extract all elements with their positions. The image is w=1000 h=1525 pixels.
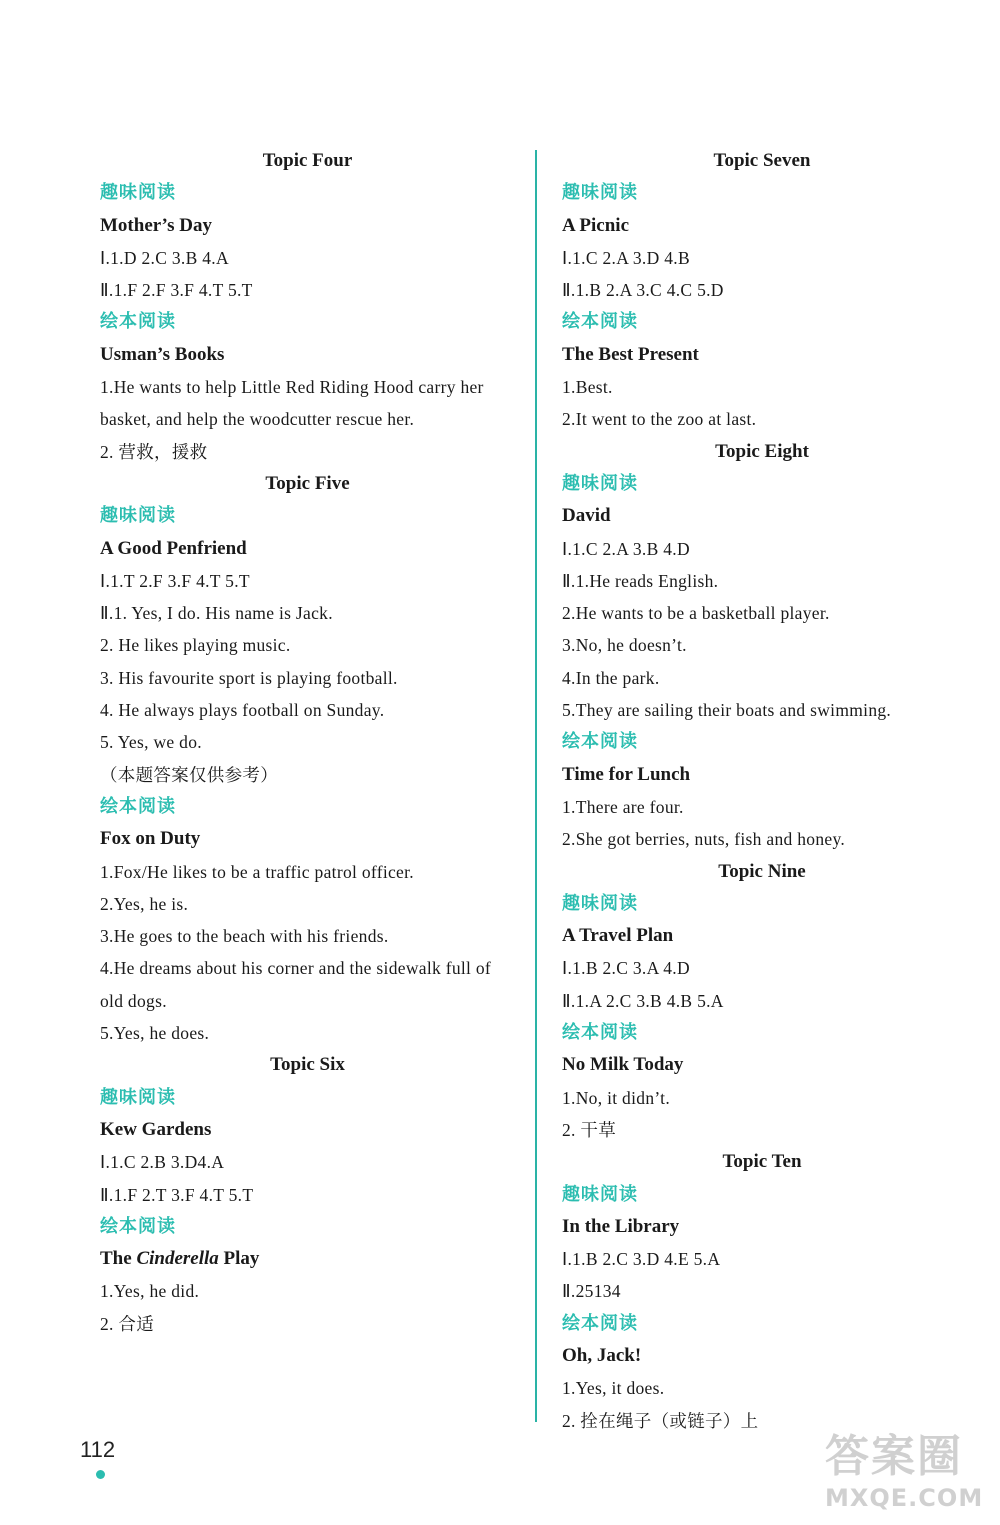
- section-label: 趣味阅读: [100, 1086, 176, 1108]
- answer-line: Ⅰ.1.C 2.A 3.D 4.B: [562, 247, 690, 268]
- reference-note: （本题答案仅供参考）: [100, 764, 278, 785]
- section-label: 绘本阅读: [562, 311, 638, 333]
- answer-line: Ⅰ.1.B 2.C 3.D 4.E 5.A: [562, 1249, 721, 1270]
- reading-title: Mother’s Day: [100, 214, 213, 236]
- answer-line: Ⅰ.1.B 2.C 3.A 4.D: [562, 958, 690, 979]
- page-number: 112: [80, 1437, 116, 1462]
- answer-line: 1.No, it didn’t.: [562, 1087, 671, 1108]
- answer-line: 5.They are sailing their boats and swimming.: [562, 700, 892, 721]
- reading-title: A Picnic: [562, 214, 630, 236]
- section-label: 绘本阅读: [562, 1022, 638, 1044]
- answer-line: Ⅰ.1.C 2.A 3.B 4.D: [562, 538, 690, 559]
- reading-title: David: [562, 505, 611, 527]
- topic-heading: Topic Ten: [722, 1151, 802, 1173]
- section-label: 趣味阅读: [562, 472, 638, 494]
- answer-line: Ⅱ.1.He reads English.: [562, 570, 719, 591]
- answer-line: 1.There are four.: [562, 796, 684, 817]
- answer-line: 2. 拴在绳子（或链子）上: [562, 1410, 759, 1431]
- answer-line: Ⅰ.1.D 2.C 3.B 4.A: [100, 247, 229, 268]
- reading-title: A Travel Plan: [562, 925, 674, 947]
- answer-line: 1.Yes, he did.: [100, 1281, 200, 1302]
- reading-title: Oh, Jack!: [562, 1344, 642, 1366]
- reading-title: Fox on Duty: [100, 828, 201, 850]
- title-prefix: The: [100, 1248, 137, 1270]
- watermark-url: MXQE.COM: [825, 1484, 984, 1512]
- answer-line: Ⅱ.25134: [562, 1281, 621, 1302]
- topic-heading: Topic Eight: [715, 440, 809, 462]
- topic-heading: Topic Five: [265, 472, 350, 494]
- answer-line: 3.He goes to the beach with his friends.: [100, 926, 389, 947]
- title-emphasis: Cinderella: [136, 1248, 219, 1270]
- answer-line: 4.In the park.: [562, 667, 660, 688]
- answer-line: 2. 干草: [562, 1119, 616, 1140]
- answer-line: Ⅱ.1.F 2.T 3.F 4.T 5.T: [100, 1184, 254, 1205]
- topic-heading: Topic Six: [270, 1054, 345, 1076]
- answer-line: 2.Yes, he is.: [100, 893, 189, 914]
- topic-heading: Topic Nine: [718, 860, 806, 882]
- answer-line: 1.Yes, it does.: [562, 1378, 665, 1399]
- reading-title: [100, 1243, 515, 1275]
- answer-line: 1.Best.: [562, 377, 613, 398]
- section-label: 趣味阅读: [100, 505, 176, 527]
- reading-title: Usman’s Books: [100, 343, 225, 365]
- answer-line: 3. His favourite sport is playing football.: [100, 667, 398, 688]
- right-column: [562, 145, 962, 1437]
- answer-line: 5.Yes, he does.: [100, 1023, 210, 1044]
- section-label: 绘本阅读: [100, 1215, 176, 1237]
- section-label: 绘本阅读: [562, 1312, 638, 1334]
- section-label: 绘本阅读: [100, 311, 176, 333]
- left-column: [100, 145, 515, 1340]
- answer-line: Ⅱ.1.F 2.F 3.F 4.T 5.T: [100, 280, 253, 301]
- answer-line: 3.No, he doesn’t.: [562, 635, 687, 656]
- page-dot-icon: [96, 1470, 105, 1479]
- answer-line: 1.Fox/He likes to be a traffic patrol officer.: [100, 861, 414, 882]
- answer-line: Ⅰ.1.T 2.F 3.F 4.T 5.T: [100, 570, 250, 591]
- reading-title: No Milk Today: [562, 1054, 684, 1076]
- reading-title: Time for Lunch: [562, 763, 691, 785]
- answer-line: Ⅰ.1.C 2.B 3.D4.A: [100, 1152, 225, 1173]
- watermark: [825, 1420, 995, 1520]
- reading-title: In the Library: [562, 1215, 680, 1237]
- title-suffix: Play: [218, 1248, 260, 1270]
- watermark-logo-text: 答案圈: [825, 1431, 963, 1482]
- reading-title: Kew Gardens: [100, 1118, 212, 1140]
- section-label: 趣味阅读: [100, 182, 176, 204]
- section-label: 趣味阅读: [562, 182, 638, 204]
- answer-line: 4.He dreams about his corner and the sidewalk full of old dogs.: [100, 958, 492, 1011]
- answer-line: 2.It went to the zoo at last.: [562, 409, 757, 430]
- answer-line: 5. Yes, we do.: [100, 732, 202, 753]
- section-label: 绘本阅读: [562, 731, 638, 753]
- answer-line: 2.She got berries, nuts, fish and honey.: [562, 829, 846, 850]
- answer-line: 2.He wants to be a basketball player.: [562, 603, 830, 624]
- section-label: 绘本阅读: [100, 795, 176, 817]
- topic-heading: Topic Four: [262, 150, 353, 171]
- answer-line: Ⅱ.1.A 2.C 3.B 4.B 5.A: [562, 990, 724, 1011]
- answer-line: Ⅱ.1. Yes, I do. His name is Jack.: [100, 603, 333, 624]
- answer-line: 2. 营救，援救: [100, 441, 208, 462]
- topic-heading: Topic Seven: [713, 150, 811, 171]
- answer-line: 2. He likes playing music.: [100, 635, 291, 656]
- answer-line: 2. 合适: [100, 1313, 154, 1334]
- reading-title: A Good Penfriend: [100, 537, 247, 559]
- answer-line: 1.He wants to help Little Red Riding Hood carry her basket, and help the woodcutter rescue her.: [100, 377, 484, 430]
- answer-line: Ⅱ.1.B 2.A 3.C 4.C 5.D: [562, 280, 724, 301]
- answer-line: 4. He always plays football on Sunday.: [100, 700, 385, 721]
- section-label: 趣味阅读: [562, 1183, 638, 1205]
- section-label: 趣味阅读: [562, 892, 638, 914]
- column-divider: [535, 150, 537, 1422]
- reading-title: The Best Present: [562, 343, 699, 365]
